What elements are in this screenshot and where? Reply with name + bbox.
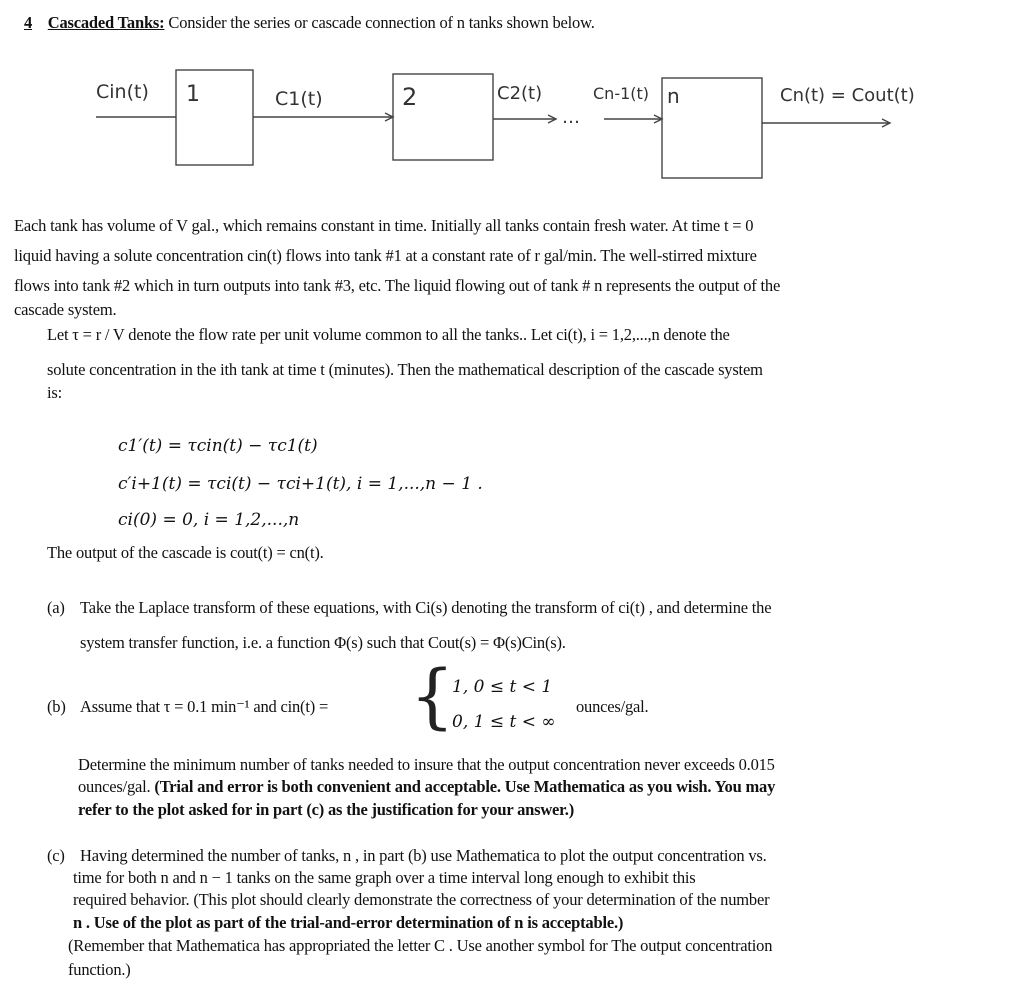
piecewise-brace: { <box>410 655 455 737</box>
para1-line4: cascade system. <box>14 300 117 319</box>
cascade-diagram <box>0 55 1024 205</box>
dots: … <box>562 107 580 128</box>
part-b-line2 <box>78 777 775 797</box>
output-label: Cn(t) = Cout(t) <box>780 85 915 106</box>
part-b-assume: Assume that τ = 0.1 min⁻¹ and cin(t) = <box>80 697 329 716</box>
part-c-line6: function.) <box>68 960 131 979</box>
part-c-label: (c) <box>47 846 65 865</box>
tank-2-label: 2 <box>402 83 418 111</box>
problem-number: 4 <box>24 13 33 32</box>
part-c-line4: n . Use of the plot as part of the trial-and-error determination of n is acceptable.) <box>73 913 624 932</box>
part-c-line5: (Remember that Mathematica has appropriated the letter C . Use another symbol for The output concentration <box>68 936 773 955</box>
problem-intro: Consider the series or cascade connection of n tanks shown below. <box>168 13 595 32</box>
tank-1-label: 1 <box>186 82 200 107</box>
para1-line1: Each tank has volume of V gal., which remains constant in time. Initially all tanks contain fresh water. At time t = 0 <box>14 216 754 235</box>
part-a-label: (a) <box>47 598 65 617</box>
problem-title: Cascaded Tanks: <box>47 13 165 32</box>
output-statement: The output of the cascade is cout(t) = cn(t). <box>47 543 324 562</box>
equation-1: c1′(t) = τcin(t) − τc1(t) <box>118 436 318 456</box>
part-c-line3: required behavior. (This plot should clearly demonstrate the correctness of your determination of the number <box>73 890 770 909</box>
part-a-line2: system transfer function, i.e. a function Φ(s) such that Cout(s) = Φ(s)Cin(s). <box>80 633 566 652</box>
piecewise-case-2: 0, 1 ≤ t < ∞ <box>452 712 556 732</box>
c2-label: C2(t) <box>497 83 543 104</box>
para1-line2: liquid having a solute concentration cin(t) flows into tank #1 at a constant rate of r gal/min. The well-stirred mixture <box>14 246 757 265</box>
part-b-line2-bold: (Trial and error is both convenient and acceptable. Use Mathematica as you wish. You may <box>154 777 776 796</box>
equation-3: ci(0) = 0, i = 1,2,...,n <box>118 510 300 530</box>
input-label: Cin(t) <box>96 81 149 103</box>
part-c-line2: time for both n and n − 1 tanks on the same graph over a time interval long enough to exhibit this <box>73 868 696 887</box>
part-b-label: (b) <box>47 697 66 716</box>
tank-n-label: n <box>667 84 680 108</box>
part-b-line3: refer to the plot asked for in part (c) as the justification for your answer.) <box>78 800 575 819</box>
part-a-line1: Take the Laplace transform of these equations, with Ci(s) denoting the transform of ci(t) , and determine the <box>80 598 772 617</box>
para2-line1: Let τ = r / V denote the flow rate per unit volume common to all the tanks.. Let ci(t), i = 1,2,...,n denote the <box>47 325 730 344</box>
problem-header <box>24 13 595 33</box>
para2-line3: is: <box>47 383 62 402</box>
part-b-line1: Determine the minimum number of tanks needed to insure that the output concentration never exceeds 0.015 <box>78 755 775 774</box>
part-c-line1: Having determined the number of tanks, n , in part (b) use Mathematica to plot the output concentration vs. <box>80 846 767 865</box>
part-b-line2-normal: ounces/gal. <box>78 777 155 796</box>
equation-2: c′i+1(t) = τci(t) − τci+1(t), i = 1,...,n − 1 . <box>118 474 483 494</box>
para1-line3: flows into tank #2 which in turn outputs into tank #3, etc. The liquid flowing out of tank # n represents the output of the <box>14 276 781 295</box>
para2-line2: solute concentration in the ith tank at time t (minutes). Then the mathematical description of the cascade system <box>47 360 763 379</box>
part-b-units: ounces/gal. <box>576 697 649 716</box>
cn1-label: Cn-1(t) <box>593 84 650 103</box>
piecewise-case-1: 1, 0 ≤ t < 1 <box>452 677 553 697</box>
c1-label: C1(t) <box>275 88 323 110</box>
